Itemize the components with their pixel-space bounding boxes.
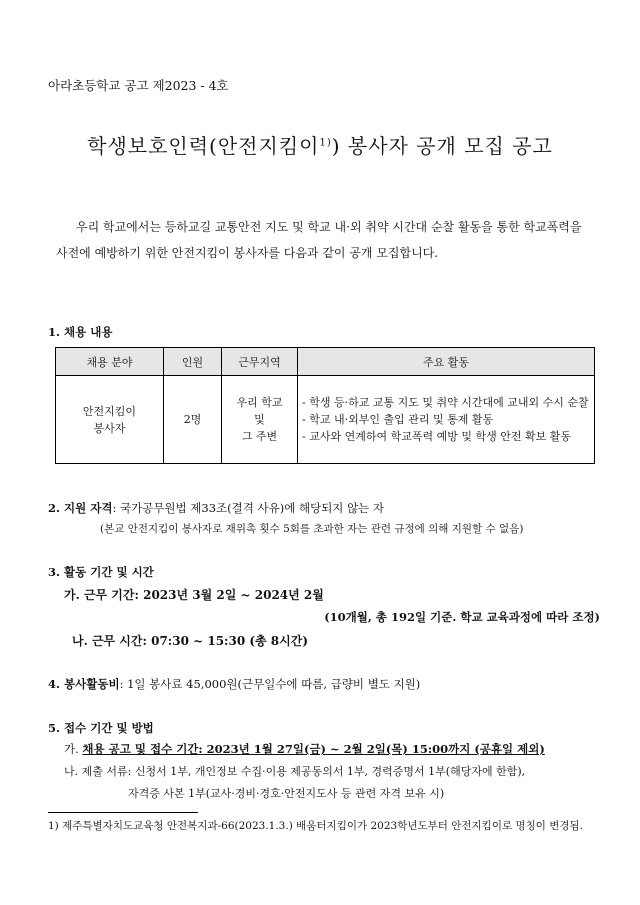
title-footnote-ref: 1) <box>319 137 332 149</box>
section-4-text: : 1일 봉사료 45,000원(근무일수에 따름, 급량비 별도 지원) <box>119 677 421 691</box>
title-text-end: ) 봉사자 공개 모집 공고 <box>331 134 553 158</box>
table-header: 인원 <box>164 348 222 376</box>
section-2-label: 2. 지원 자격 <box>48 501 113 515</box>
section-5-item-b: 나. 제출 서류: 신청서 1부, 개인정보 수집·이용 제공동의서 1부, 경력증명서 1부(해당자에 한함), <box>64 765 526 778</box>
work-period: 가. 근무 기간: 2023년 3월 2일 ~ 2024년 2월 <box>64 588 324 602</box>
section-5-item-b-continued: 자격증 사본 1부(교사·경비·경호·안전지도사 등 관련 자격 보유 시) <box>128 787 445 800</box>
table-header: 근무지역 <box>222 348 298 376</box>
section-1-heading: 1. 채용 내용 <box>48 325 113 339</box>
table-header: 채용 분야 <box>56 348 164 376</box>
table-row <box>56 376 595 464</box>
field-line: 안전지킴이 <box>82 404 137 418</box>
section-5-item-a <box>64 741 545 757</box>
field-cell <box>56 376 164 464</box>
section-4-label: 4. 봉사활동비 <box>48 677 120 691</box>
area-line: 우리 학교 <box>236 396 283 409</box>
section-2 <box>48 500 384 516</box>
area-cell <box>222 376 298 464</box>
section-3-heading: 3. 활동 기간 및 시간 <box>48 565 154 579</box>
activity-item: - 학교 내·외부인 출입 관리 및 통제 활동 <box>302 413 494 426</box>
recruitment-table <box>55 347 595 464</box>
document-number: 아라초등학교 공고 제2023 - 4호 <box>48 78 229 93</box>
table-header: 주요 활동 <box>298 348 595 376</box>
work-period-note: (10개월, 총 192일 기준. 학교 교육과정에 따라 조정) <box>324 610 600 624</box>
section-2-text: : 국가공무원법 제33조(결격 사유)에 해당되지 않는 자 <box>112 501 385 515</box>
area-line: 그 주변 <box>241 430 278 443</box>
intro-paragraph: 우리 학교에서는 등하교길 교통안전 지도 및 학교 내·외 취약 시간대 순찰 활동을 통한 학교폭력을 사전에 예방하기 위한 안전지킴이 봉사자를 다음과 같이 공개 모집합니다. <box>56 220 582 260</box>
area-line: 및 <box>254 413 265 426</box>
section-5-heading: 5. 접수 기간 및 방법 <box>48 721 154 735</box>
footnote-divider <box>48 812 198 813</box>
activity-item: - 교사와 연계하여 학교폭력 예방 및 학생 안전 확보 활동 <box>302 430 571 443</box>
footnote: 1) 제주특별자치도교육청 안전복지과-66(2023.1.3.) 배움터지킴이가 2023학년도부터 안전지킴이로 명칭이 변경됨. <box>48 820 583 832</box>
item-a-text: 채용 공고 및 접수 기간: 2023년 1월 27일(금) ~ 2월 2일(목) 15:00까지 (공휴일 제외) <box>82 742 545 756</box>
activity-item: - 학생 등·하교 교통 지도 및 취약 시간대에 교내외 수시 순찰 <box>302 396 589 409</box>
page-title <box>0 130 640 159</box>
table-header-row <box>56 348 595 376</box>
section-2-note: (본교 안전지킴이 봉사자로 재위촉 횟수 5회를 초과한 자는 관련 규정에 의해 지원할 수 없음) <box>100 523 524 535</box>
activities-cell <box>298 376 595 464</box>
field-line: 봉사자 <box>93 421 126 435</box>
item-a-prefix: 가. <box>64 742 79 756</box>
section-4 <box>48 676 420 692</box>
title-text: 학생보호인력(안전지킴이 <box>87 134 320 158</box>
count-cell: 2명 <box>164 376 222 464</box>
work-hours: 나. 근무 시간: 07:30 ~ 15:30 (총 8시간) <box>72 634 309 648</box>
